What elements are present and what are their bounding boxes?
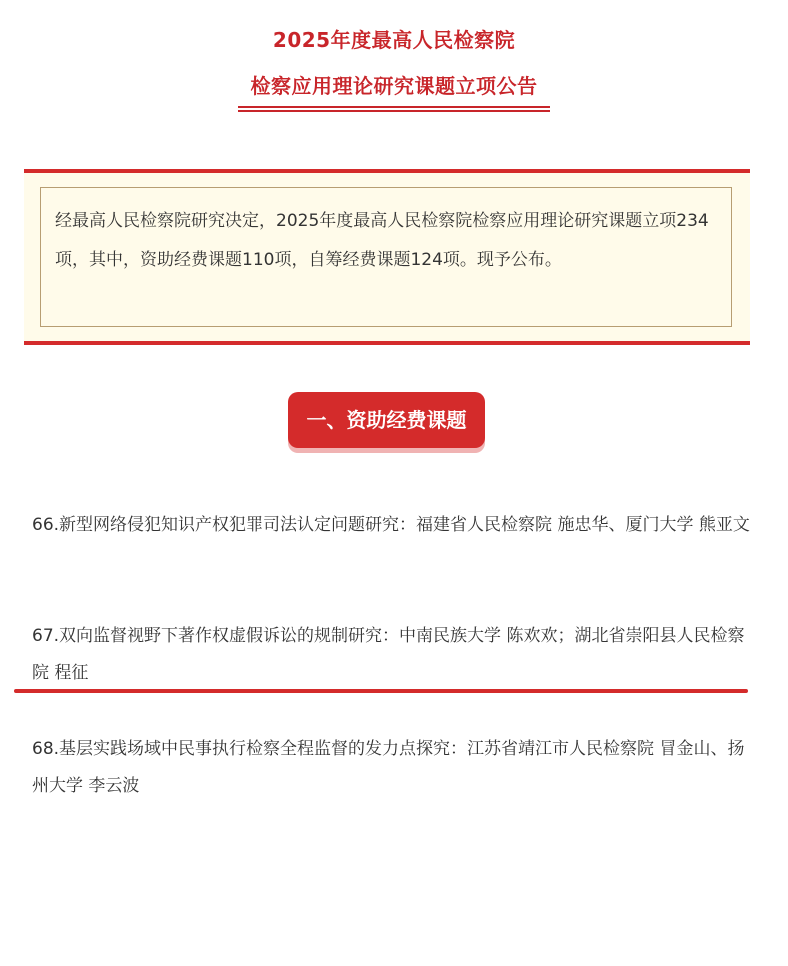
page-title-line-2: 检察应用理论研究课题立项公告 — [250, 74, 538, 98]
list-item-68: 68.基层实践场域中民事执行检察全程监督的发力点探究：江苏省靖江市人民检察院 冒金山、扬州大学 李云波 — [32, 739, 745, 796]
notice-box — [24, 169, 750, 345]
list-item-66: 66.新型网络侵犯知识产权犯罪司法认定问题研究：福建省人民检察院 施忠华、厦门大学 熊亚文 — [32, 515, 750, 535]
page-title-line-1: 2025年度最高人民检察院 — [272, 28, 516, 52]
list-item-67: 67.双向监督视野下著作权虚假诉讼的规制研究：中南民族大学 陈欢欢；湖北省崇阳县人民检察院 程征 — [32, 626, 745, 683]
red-divider — [14, 689, 748, 693]
section-heading-funded-topics: 一、资助经费课题 — [288, 392, 485, 448]
title-underline — [238, 106, 550, 112]
announcement-header — [0, 26, 788, 112]
notice-text: 经最高人民检察院研究决定，2025年度最高人民检察院检察应用理论研究课题立项234项，其中，资助经费课题110项，自筹经费课题124项。现予公布。 — [40, 187, 732, 327]
